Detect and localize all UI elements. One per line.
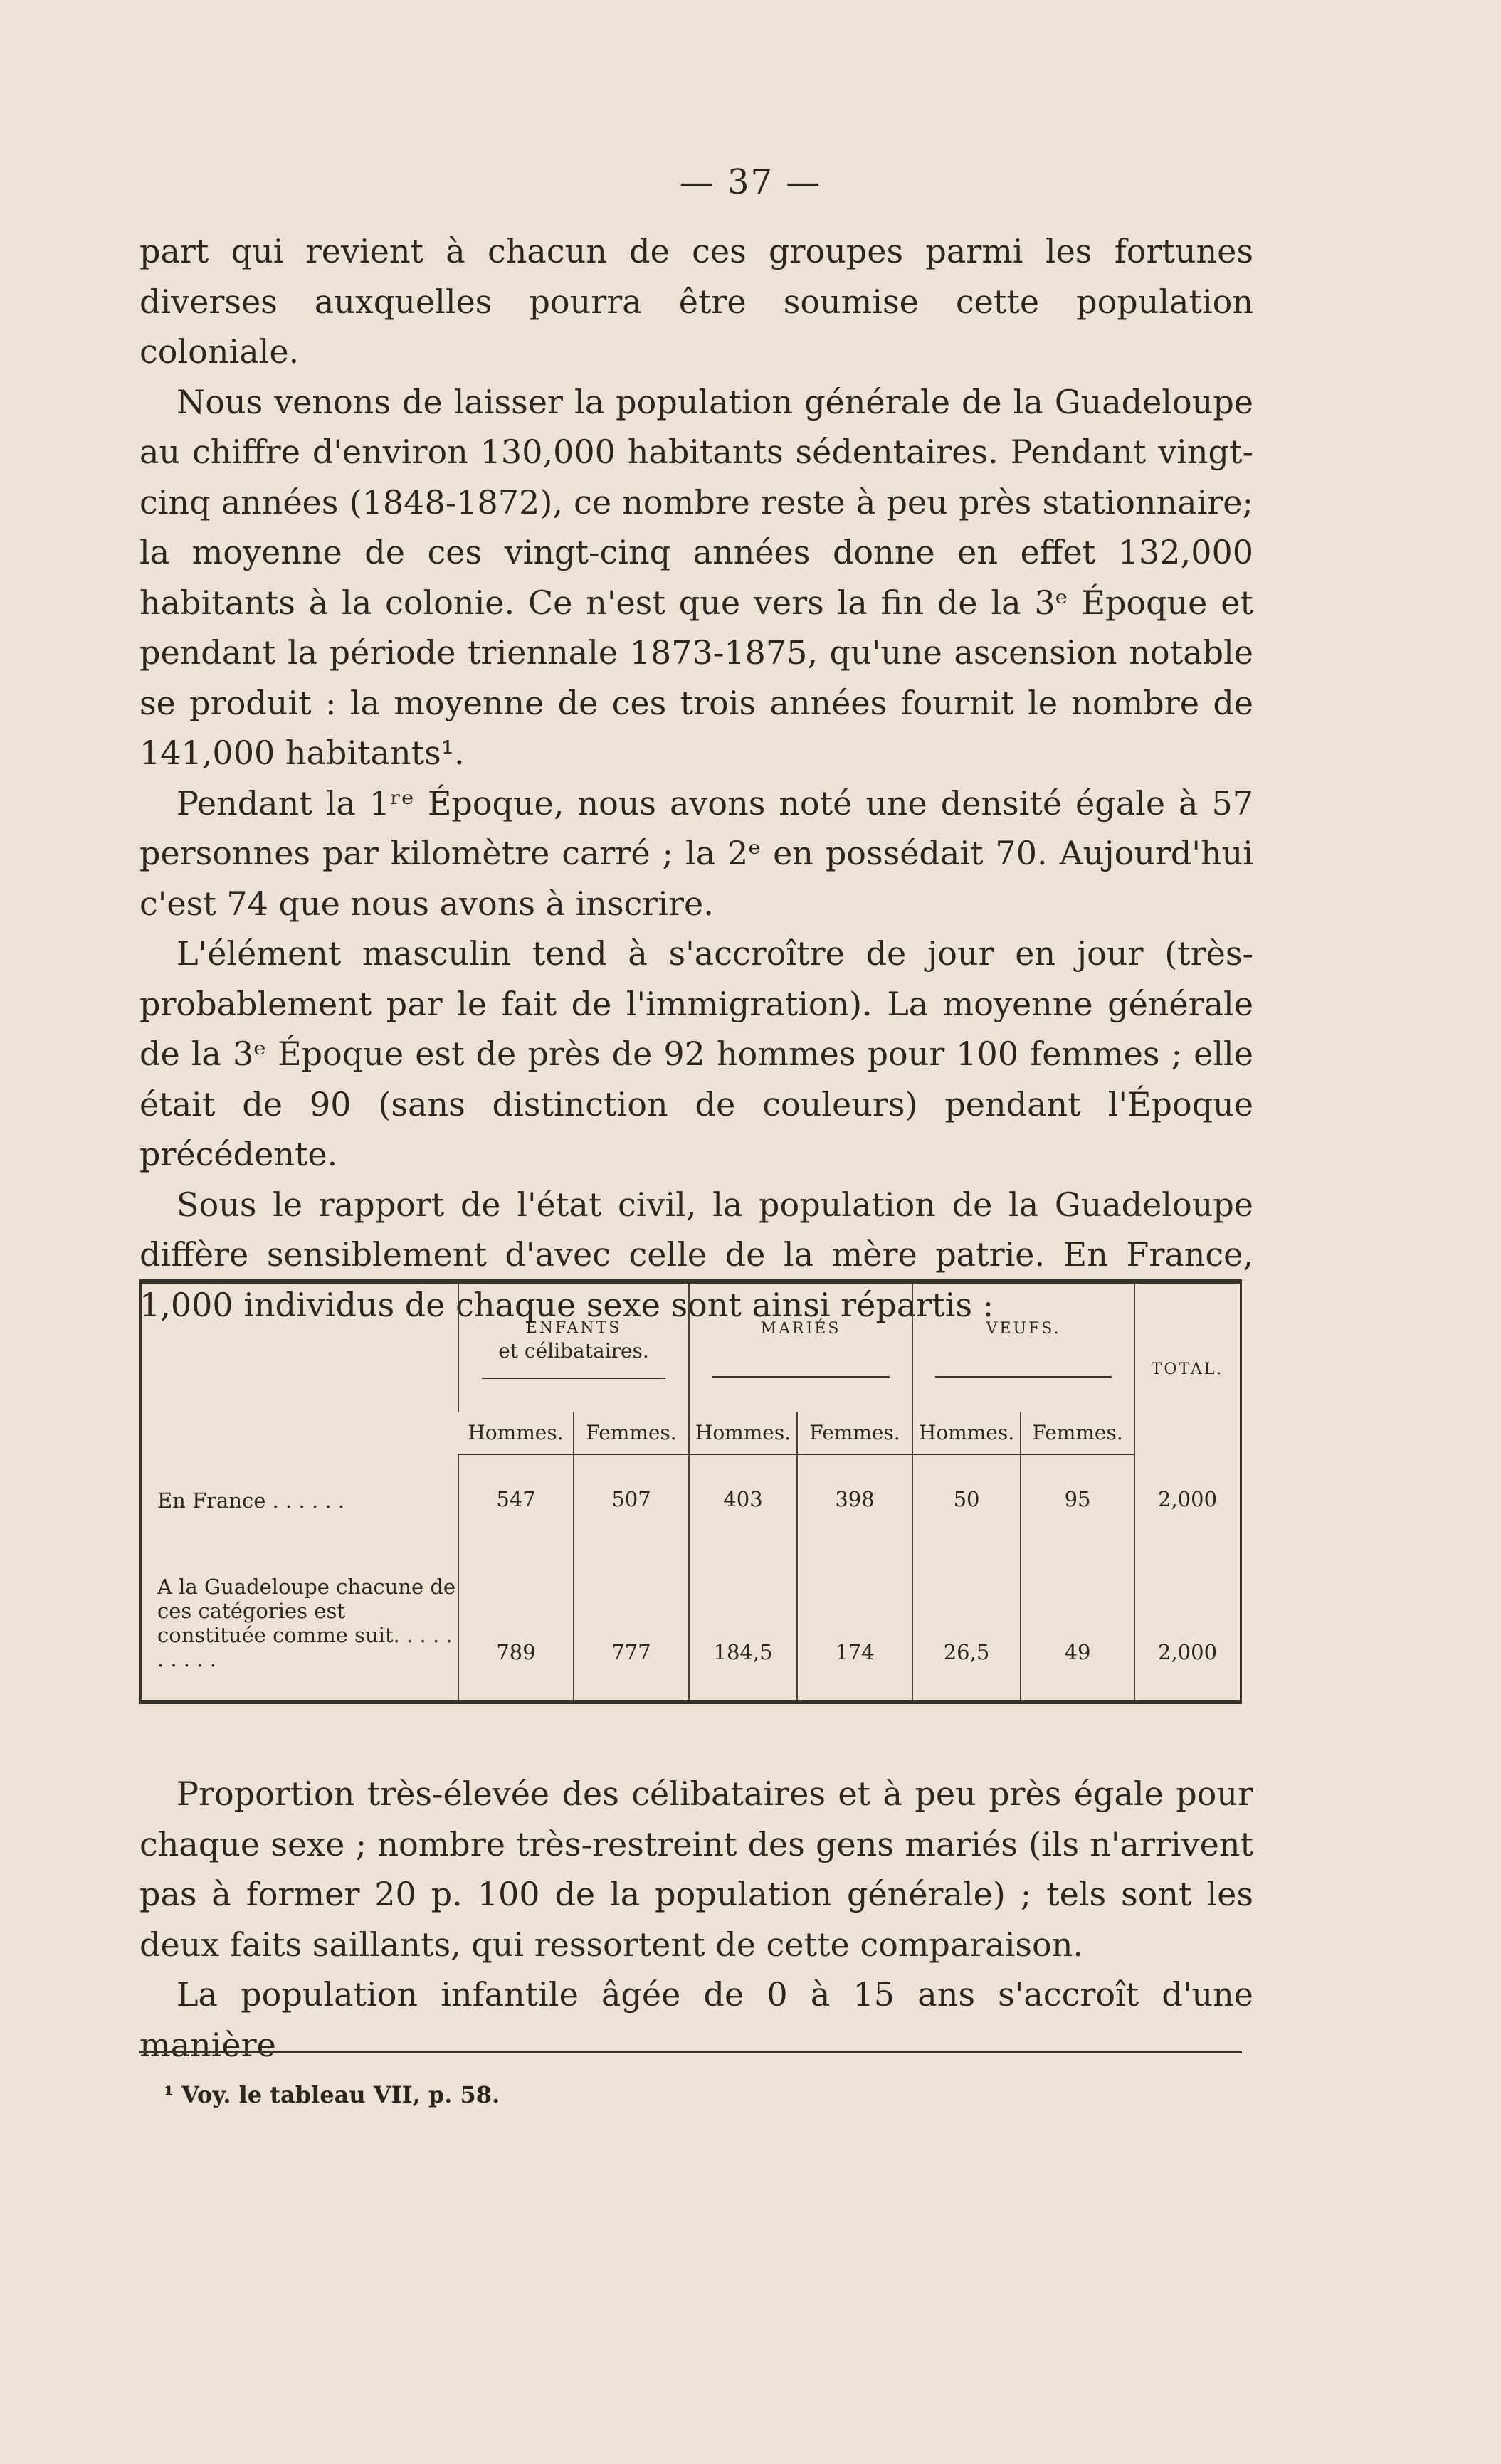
table-cell: 26,5: [912, 1547, 1021, 1700]
table-cell: 547: [458, 1454, 574, 1547]
table-cell: 49: [1021, 1547, 1134, 1700]
paragraph: part qui revient à chacun de ces groupes parmi les fortunes diverses auxquelles pourra être soumise cette population coloniale.: [139, 232, 1253, 371]
paragraph: Nous venons de laisser la population générale de la Guadeloupe au chiffre d'environ 130,000 habitants sédentaires. Pendant vingt-cinq années (1848-1872), ce nombre reste à peu près stationnaire; la moyenne de ces vingt-cinq années donne en effet 132,000 habitants à la colonie. Ce n'est que vers la fin de la 3ᵉ Époque et pendant la période triennale 1873-1875, qu'une ascension notable se produit : la moyenne de ces trois années fournit le nombre de 141,000 habitants¹.: [139, 382, 1253, 772]
table-cell: 2,000: [1134, 1547, 1240, 1700]
footnote-divider: [139, 2051, 1242, 2053]
table-row: [142, 1547, 1240, 1700]
table-cell: 50: [912, 1454, 1021, 1547]
civil-status-table: [139, 1279, 1242, 1704]
table-cell: 2,000: [1134, 1454, 1240, 1547]
paragraph: L'élément masculin tend à s'accroître de jour en jour (très-probablement par le fait de l'immigration). La moyenne générale de la 3ᵉ Époque est de près de 92 hommes pour 100 femmes ; elle était de 90 (sans distinction de couleurs) pendant l'Époque précédente.: [139, 934, 1253, 1173]
row-label: A la Guadeloupe chacune de ces catégories est constituée comme suit. . . . . . . . . .: [157, 1575, 456, 1671]
table-cell: 403: [689, 1454, 797, 1547]
table-cell: 174: [797, 1547, 912, 1700]
paragraph: Proportion très-élevée des célibataires et à peu près égale pour chaque sexe ; nombre très-restreint des gens mariés (ils n'arrivent pas à former 20 p. 100 de la population générale) ; tels sont les deux faits saillants, qui ressortent de cette comparaison.: [139, 1775, 1253, 1964]
table-cell: 95: [1021, 1454, 1134, 1547]
table-cell: 398: [797, 1454, 912, 1547]
col-header: Femmes.: [574, 1412, 689, 1454]
col-header: Hommes.: [689, 1412, 797, 1454]
group-header-veufs: VEUFS.: [912, 1284, 1134, 1412]
col-header: Femmes.: [797, 1412, 912, 1454]
paragraph: Sous le rapport de l'état civil, la population de la Guadeloupe diffère sensiblement d'avec celle de la mère patrie. En France, 1,000 individus de chaque sexe sont ainsi répartis :: [139, 1185, 1253, 1324]
brace-rule: [935, 1376, 1112, 1378]
page-number: — 37 —: [679, 162, 822, 202]
body-text-top: [139, 226, 1253, 1330]
group-header-maries: MARIÉS: [689, 1284, 912, 1412]
body-text-bottom: [139, 1769, 1253, 2070]
table-cell: 789: [458, 1547, 574, 1700]
table-row: [142, 1454, 1240, 1547]
brace-rule: [482, 1378, 665, 1379]
group-header-enfants: ENFANTS et célibataires.: [458, 1284, 689, 1412]
col-header: Hommes.: [458, 1412, 574, 1454]
table-cell: 507: [574, 1454, 689, 1547]
brace-rule: [712, 1376, 890, 1378]
table-cell: 184,5: [689, 1547, 797, 1700]
row-label: En France . . . . . .: [157, 1489, 345, 1513]
table-corner: [142, 1284, 458, 1454]
paragraph: La population infantile âgée de 0 à 15 ans s'accroît d'une manière: [139, 1975, 1253, 2064]
col-header: Hommes.: [912, 1412, 1021, 1454]
total-header: TOTAL.: [1134, 1284, 1240, 1454]
table-cell: 777: [574, 1547, 689, 1700]
col-header: Femmes.: [1021, 1412, 1134, 1454]
footnote: ¹ Voy. le tableau VII, p. 58.: [164, 2081, 500, 2108]
paragraph: Pendant la 1ʳᵉ Époque, nous avons noté une densité égale à 57 personnes par kilomètre carré ; la 2ᵉ en possédait 70. Aujourd'hui c'est 74 que nous avons à inscrire.: [139, 783, 1253, 923]
